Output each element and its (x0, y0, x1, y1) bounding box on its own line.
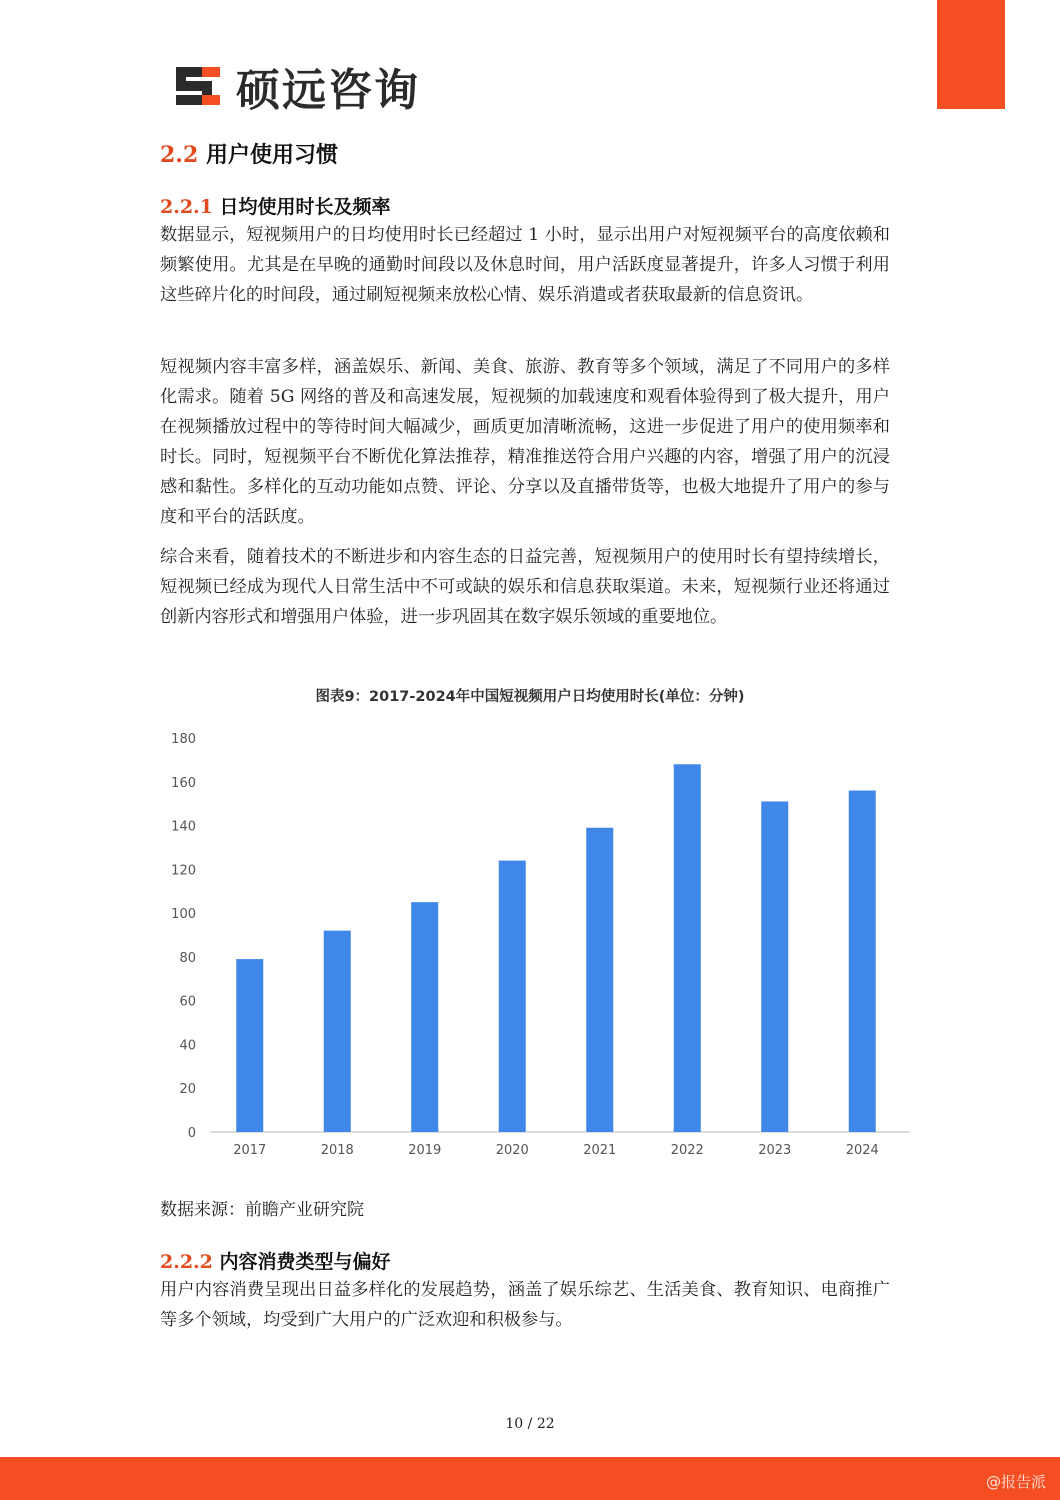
y-tick-label: 160 (171, 775, 196, 791)
brand-logo (172, 56, 420, 116)
page-current: 10 (505, 1416, 524, 1432)
y-tick-label: 0 (187, 1126, 196, 1141)
paragraph: 数据显示，短视频用户的日均使用时长已经超过 1 小时，显示出用户对短视频平台的高度依赖和频繁使用。尤其是在早晚的通勤时间段以及休息时间，用户活跃度显著提升，许多人习惯于利用这些碎片化的时间段，通过刷短视频来放松心情、娱乐消遣或者获取最新的信息资讯。 (160, 225, 890, 305)
x-tick-label: 2024 (845, 1143, 879, 1158)
x-tick-label: 2023 (758, 1143, 792, 1158)
section-title (160, 138, 338, 169)
data-source: 数据来源：前瞻产业研究院 (160, 1200, 364, 1220)
y-tick-label: 180 (171, 732, 196, 747)
corner-accent-tab (937, 0, 1005, 109)
page-number (0, 1416, 1060, 1432)
y-tick-label: 60 (179, 994, 196, 1010)
page-total: 22 (536, 1416, 555, 1432)
x-tick-label: 2019 (408, 1143, 442, 1158)
y-tick-label: 120 (171, 863, 196, 879)
bar-2022 (674, 764, 701, 1132)
bar-chart (160, 720, 920, 1170)
x-tick-label: 2021 (583, 1143, 617, 1158)
subsection-title-text: 日均使用时长及频率 (219, 196, 391, 218)
brand-logo-icon (172, 63, 224, 109)
y-tick-label: 100 (171, 907, 196, 923)
bar-2023 (761, 801, 788, 1132)
footer-credit: @报告派 (985, 1473, 1046, 1491)
y-tick-label: 80 (179, 950, 196, 966)
brand-name: 硕远咨询 (236, 65, 420, 116)
y-tick-label: 20 (179, 1082, 196, 1098)
subsection-number: 2.2.2 (160, 1251, 213, 1273)
x-tick-label: 2022 (670, 1143, 704, 1158)
page-separator: / (527, 1416, 533, 1432)
bar-2021 (586, 828, 613, 1132)
subsection-title-text: 内容消费类型与偏好 (219, 1251, 391, 1273)
bar-2019 (411, 902, 438, 1132)
footer-band (0, 1457, 1060, 1500)
bar-2018 (324, 931, 351, 1132)
subsection-title (160, 1247, 391, 1274)
paragraph: 综合来看，随着技术的不断进步和内容生态的日益完善，短视频用户的使用时长有望持续增长，短视频已经成为现代人日常生活中不可或缺的娱乐和信息获取渠道。未来，短视频行业还将通过创新内容形式和增强用户体验，进一步巩固其在数字娱乐领域的重要地位。 (160, 547, 890, 627)
bar-2024 (849, 791, 876, 1132)
chart-title: 图表9：2017-2024年中国短视频用户日均使用时长(单位：分钟) (315, 689, 745, 705)
bar-2020 (499, 861, 526, 1132)
x-tick-label: 2017 (233, 1143, 267, 1158)
bar-2017 (236, 959, 263, 1132)
x-tick-label: 2018 (320, 1143, 354, 1158)
section-number: 2.2 (160, 142, 199, 168)
subsection-title (160, 192, 391, 219)
paragraph: 短视频内容丰富多样，涵盖娱乐、新闻、美食、旅游、教育等多个领域，满足了不同用户的多样化需求。随着 5G 网络的普及和高速发展，短视频的加载速度和观看体验得到了极大提升，用户在视频播放过程中的等待时间大幅减少，画质更加清晰流畅，这进一步促进了用户的使用频率和时长。同时，短视频平台不断优化算法推荐，精准推送符合用户兴趣的内容，增强了用户的沉浸感和黏性。多样化的互动功能如点赞、评论、分享以及直播带货等，也极大地提升了用户的参与度和平台的活跃度。 (160, 357, 890, 527)
y-tick-label: 140 (171, 819, 196, 835)
paragraph: 用户内容消费呈现出日益多样化的发展趋势，涵盖了娱乐综艺、生活美食、教育知识、电商推广等多个领域，均受到广大用户的广泛欢迎和积极参与。 (160, 1280, 890, 1330)
x-tick-label: 2020 (495, 1143, 529, 1158)
y-tick-label: 40 (179, 1038, 196, 1054)
subsection-number: 2.2.1 (160, 196, 213, 218)
section-title-text: 用户使用习惯 (205, 143, 338, 168)
